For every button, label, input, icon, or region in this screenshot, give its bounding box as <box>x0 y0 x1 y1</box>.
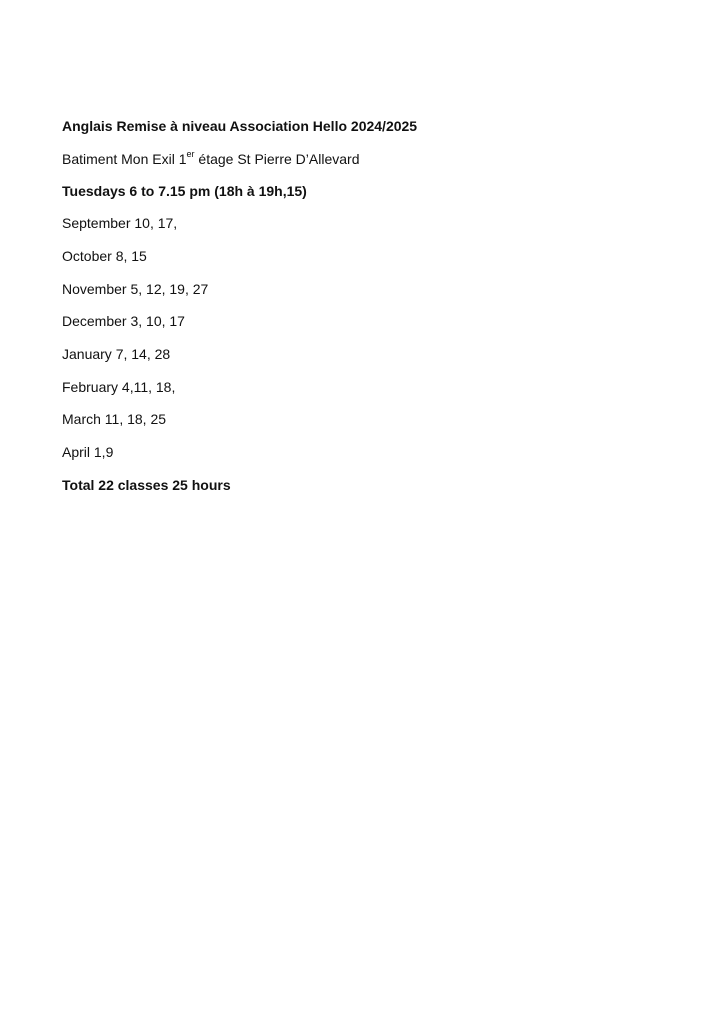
location-ordinal-suffix: er <box>186 149 195 160</box>
location-text-end: étage St Pierre D’Allevard <box>194 151 360 167</box>
date-row-november: November 5, 12, 19, 27 <box>62 281 209 297</box>
location-line <box>62 150 359 168</box>
date-row-march: March 11, 18, 25 <box>62 411 167 427</box>
total-line: Total 22 classes 25 hours <box>62 477 231 493</box>
document-title: Anglais Remise à niveau Association Hello 2024/2025 <box>62 118 418 134</box>
date-row-january: January 7, 14, 28 <box>62 346 171 362</box>
schedule-line: Tuesdays 6 to 7.15 pm (18h à 19h,15) <box>62 183 307 199</box>
date-row-october: October 8, 15 <box>62 248 147 264</box>
date-row-september: September 10, 17, <box>62 215 178 231</box>
date-row-december: December 3, 10, 17 <box>62 313 185 329</box>
date-row-april: April 1,9 <box>62 444 114 460</box>
location-text-start: Batiment Mon Exil 1 <box>62 151 187 167</box>
date-row-february: February 4,11, 18, <box>62 379 176 395</box>
